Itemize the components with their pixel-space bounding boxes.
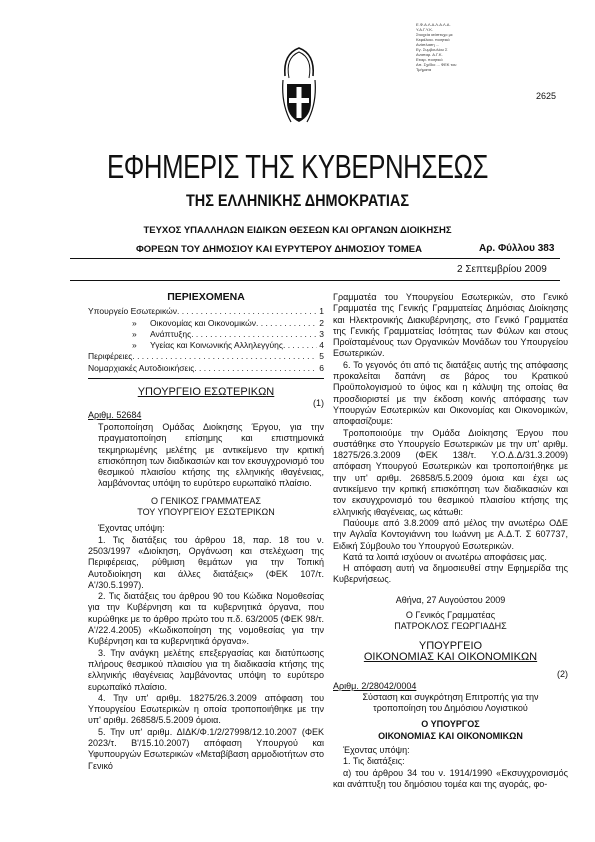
paragraph: 6. Το γεγονός ότι από τις διατάξεις αυτής της απόφασης προκαλείται δαπάνη σε βάρος του Κρατικού Προϋπολογισμού το ύψος και η κάλυψη της οποίας θα προσδιοριστεί με την έκδοση κοινής απόφασης των Υπουργών Εσωτερικών και Οικονομίας και Οικονομικών, αποφασίζουμε: — [333, 359, 568, 427]
paragraph: Τροποποιούμε την Ομάδα Διοίκησης Έργου που συστάθηκε στο Υπουργείο Εσωτερικών με την υπ' αριθμ. 18275/26.3.2009 (ΦΕΚ 138/τ. Υ.Ο.Δ.Δ/31.3.2009) απόφαση Υπουργού Εσωτερικών και τροποποιήθηκε με την υπ' αριθμ. 26858/5.5.2009 όμοια και έχει ως αντικείμενο την κριτική επισκόπηση των διαδικασιών και τον εκσυγχρονισμό του θεσμικού πλαισίου κτήσης της ελληνικής ιθαγένειας, ως κάτωθι: — [333, 427, 568, 517]
paragraph: 1. Τις διατάξεις του άρθρου 18, παρ. 18 του ν. 2503/1997 «Διοίκηση, Οργάνωση και στελέχωση της Περιφέρειας, ρύθμιση θεμάτων για την Τοπική Αυτοδιοίκηση και άλλες διατάξεις» (ΦΕΚ 107/τ. Α'/30.5.1997). — [88, 534, 324, 590]
note-line: Ανάπλαση ... — [416, 42, 440, 47]
section-heading: ΥΠΟΥΡΓΕΙΟ ΕΣΩΤΕΡΙΚΩΝ — [137, 386, 275, 399]
toc-row[interactable]: Υπουργείο Εσωτερικών . . . 1 — [88, 306, 324, 317]
signer-role: Ο Γενικός Γραμματέας — [405, 610, 496, 621]
decision-title: Σύσταση και συγκρότηση Επιτροπής για την τροποποίηση του Δημόσιου Λογιστικού — [362, 691, 539, 714]
paragraph: 5. Την υπ' αριθμ. ΔΙΔΚ/Φ.1/2/27998/12.10.2007 (ΦΕΚ 2023/τ. Β'/15.10.2007) απόφαση Υπουργού και Υφυπουργών Εσωτερικών «Μεταβίβαση αρμοδιοτήτων στο Γενικό — [88, 726, 324, 771]
paragraph: 3. Την ανάγκη μελέτης επεξεργασίας και διατύπωσης πλήρους θεσμικού πλαισίου για τη διαδικασία κτήσης της ελληνικής ιθαγένειας λαμβάνοντας υπόψη το ευρύτερο ευρωπαϊκό πλαίσιο. — [88, 647, 324, 692]
toc-row[interactable]: » Οικονομίας και Οικονομικών . . . 2 — [88, 318, 324, 329]
note-line: Αναπαρ. Α.Γ.Κ. — [416, 52, 443, 57]
paragraph: 4. Την υπ' αριθμ. 18275/26.3.2009 απόφαση του Υπουργείου Εσωτερικών η οποία τροποποιήθηκε με την υπ' αριθμ. 26858/5.5.2009 όμοια. — [88, 692, 324, 726]
note-line: Ε.Φ.Α.Λ.Α.Λ.Α.Λ.Α. — [416, 22, 451, 27]
sheet-number: Αρ. Φύλλου 383 — [479, 243, 555, 254]
paragraph: 2. Τις διατάξεις του άρθρου 90 του Κώδικα Νομοθεσίας για την Κυβέρνηση και τα κυβερνητικά όργανα, που κυρώθηκε με το άρθρο πρώτο του π.δ. 63/2005 (ΦΕΚ 98/τ. Α'/22.4.2005) «Κωδικοποίηση της νομοθεσίας για την Κυβέρνηση και τα κυβερνητικά όργανα». — [88, 591, 324, 647]
issue-series-line1: ΤΕΥΧΟΣ ΥΠΑΛΛΗΛΩΝ ΕΙΔΙΚΩΝ ΘΕΣΕΩΝ ΚΑΙ ΟΡΓΑΝΩΝ ΔΙΟΙΚΗΣΗΣ — [143, 225, 452, 236]
signer-name: ΠΑΤΡΟΚΛΟΣ ΓΕΩΡΓΙΑΔΗΣ — [394, 621, 507, 632]
authority-subtitle: ΤΟΥ ΥΠΟΥΡΓΕΙΟΥ ΕΣΩΤΕΡΙΚΩΝ — [137, 507, 275, 518]
gazette-subtitle: ΤΗΣ ΕΛΛΗΝΙΚΗΣ ΔΗΜΟΚΡΑΤΙΑΣ — [185, 191, 410, 210]
place-date: Αθήνα, 27 Αυγούστου 2009 — [395, 594, 506, 605]
paragraph: Γραμματέα του Υπουργείου Εσωτερικών, στο Γενικό Γραμματέα της Γενικής Γραμματείας Δημόσιας Διοίκησης και Ηλεκτρονικής Διακυβέρνησης, στο Γενικό Γραμματέα της Γενικής Γραμματείας Ισότητας των Φύλων και στους Προϊσταμένους των Οργανικών Μονάδων του Υπουργείου Εσωτερικών. — [333, 292, 568, 359]
gazette-title: ΕΦΗΜΕΡΙΣ ΤΗΣ ΚΥΒΕΡΝΗΣΕΩΣ — [106, 148, 489, 185]
note-line: Εταιρ. ποιητικό — [416, 57, 443, 62]
note-line: Απ. Σχέδιο ... ΦΕΚ του — [416, 62, 457, 67]
decision-index: (1) — [313, 398, 324, 409]
divider — [88, 378, 324, 379]
note-line: Στοιχεία ισάπτυχο με — [416, 32, 453, 37]
toc-row[interactable]: » Υγείας και Κοινωνικής Αλληλεγγύης . . . 4 — [88, 340, 324, 351]
decision-title: Τροποποίηση Ομάδας Διοίκησης Έργου, για την πραγματοποίηση επίσημης και επιστημονικά τεκμηριωμένης μελέτης με αντικείμενο την κριτική επισκόπηση των διαδικασιών και τον εκσυγχρονισμό του θεσμικού πλαισίου κτήσης της ελληνικής ιθαγένειας, λαμβάνοντας υπόψη το ευρύτερο ευρωπαϊκό πλαίσιο. — [98, 421, 324, 489]
authority-title: Ο ΓΕΝΙΚΟΣ ΓΡΑΜΜΑΤΕΑΣ — [151, 495, 261, 506]
toc-row[interactable]: Νομαρχιακές Αυτοδιοικήσεις . . . 6 — [88, 363, 324, 374]
decision-index: (2) — [557, 669, 568, 680]
left-column — [88, 292, 324, 772]
paragraph: α) του άρθρου 34 του ν. 1914/1990 «Εκσυγχρονισμός και ανάπτυξη του δημόσιου τομέα και της αγοράς, φο- — [333, 767, 568, 789]
decision-number: Αριθμ. 2/28042/0004 — [333, 680, 417, 691]
page-number: 2625 — [536, 91, 557, 101]
paragraph: Η απόφαση αυτή να δημοσιευθεί στην Εφημερίδα της Κυβερνήσεως. — [333, 563, 568, 585]
preamble-label: Έχοντας υπόψη: — [98, 523, 165, 534]
section-heading-sub: ΟΙΚΟΝΟΜΙΑΣ ΚΑΙ ΟΙΚΟΝΟΜΙΚΩΝ — [363, 650, 538, 663]
paragraph: Κατά τα λοιπά ισχύουν οι ανωτέρω αποφάσεις μας. — [343, 551, 547, 562]
toc-row[interactable]: » Ανάπτυξης . . . 3 — [88, 329, 324, 340]
paragraph: 1. Τις διατάξεις: — [343, 756, 405, 767]
divider — [70, 258, 560, 259]
note-line: Εγ. Συμβουλίου Σ — [416, 47, 448, 52]
note-line: Τμήματα — [416, 67, 432, 72]
publisher-note — [416, 22, 486, 72]
authority-title: Ο ΥΠΟΥΡΓΟΣ — [421, 719, 480, 730]
note-line: Κεφάλαιο. ποιητικό — [416, 37, 450, 42]
issue-date: 2 Σεπτεμβρίου 2009 — [457, 264, 547, 275]
right-column — [333, 292, 568, 790]
note-line: Υ.Α.Γ.Υ.Κ. — [416, 27, 433, 32]
toc-title: ΠΕΡΙΕΧΟΜΕΝΑ — [167, 291, 245, 303]
decision-number: Αριθμ. 52684 — [88, 409, 142, 420]
section-heading: ΥΠΟΥΡΓΕΙΟ — [418, 639, 483, 652]
preamble-label: Έχοντας υπόψη: — [343, 744, 410, 755]
authority-subtitle: ΟΙΚΟΝΟΜΙΑΣ ΚΑΙ ΟΙΚΟΝΟΜΙΚΩΝ — [378, 730, 523, 741]
issue-series-line2: ΦΟΡΕΩΝ ΤΟΥ ΔΗΜΟΣΙΟΥ ΚΑΙ ΕΥΡΥΤΕΡΟΥ ΔΗΜΟΣΙΟΥ ΤΟΜΕΑ — [136, 244, 422, 255]
paragraph: Παύουμε από 3.8.2009 από μέλος την ανωτέρω ΟΔΕ την Αγλαΐα Κοντογιάννη του Ιωάννη με Α.Δ.Τ. Σ 607737, Ειδική Σύμβουλο του Υπουργού Εσωτερικών. — [333, 517, 568, 551]
divider — [70, 280, 560, 281]
toc-row[interactable]: Περιφέρειες . . . 5 — [88, 351, 324, 362]
coat-of-arms-emblem — [281, 44, 317, 128]
